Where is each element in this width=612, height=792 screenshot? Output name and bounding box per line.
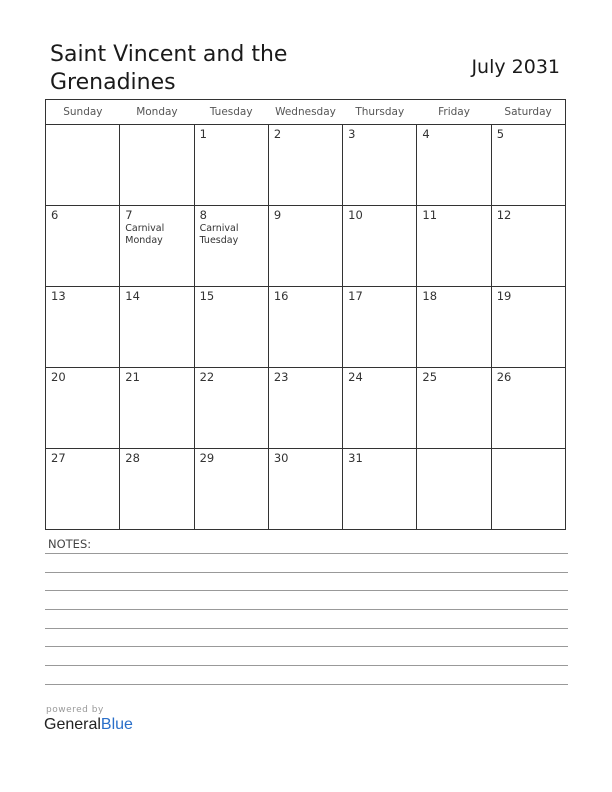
day-number: 4 xyxy=(422,127,430,141)
day-number: 6 xyxy=(51,208,59,222)
day-number: 18 xyxy=(422,289,438,303)
day-cell xyxy=(120,287,194,368)
day-cell xyxy=(491,125,565,206)
day-number: 17 xyxy=(348,289,363,303)
day-number: 14 xyxy=(125,289,140,303)
notes-label: NOTES: xyxy=(48,537,92,551)
day-number: 11 xyxy=(422,208,438,222)
day-cell xyxy=(268,368,342,449)
day-number: 8 xyxy=(199,208,207,222)
weekday-header: Tuesday xyxy=(194,100,268,125)
day-cell xyxy=(343,206,417,287)
weekday-header: Sunday xyxy=(46,100,120,125)
weekday-header: Friday xyxy=(417,100,491,125)
calendar-title: Saint Vincent and the Grenadines xyxy=(50,42,288,95)
weekday-header: Saturday xyxy=(491,100,565,125)
weekday-header: Monday xyxy=(120,100,194,125)
day-number: 25 xyxy=(422,370,438,384)
calendar-week-row xyxy=(46,449,566,530)
note-line xyxy=(45,590,568,591)
day-cell xyxy=(343,125,417,206)
day-cell xyxy=(194,368,268,449)
powered-by-text: powered by xyxy=(46,705,104,715)
day-cell xyxy=(46,206,120,287)
day-cell xyxy=(491,206,565,287)
weekday-header-row xyxy=(46,100,566,125)
day-number: 29 xyxy=(199,451,215,465)
day-cell xyxy=(343,368,417,449)
day-number: 21 xyxy=(125,370,140,384)
brand-blue-text: Blue xyxy=(100,716,133,733)
day-cell xyxy=(120,449,194,530)
day-number: 1 xyxy=(199,127,207,141)
day-cell xyxy=(268,449,342,530)
day-cell xyxy=(268,125,342,206)
note-line xyxy=(45,628,568,629)
calendar-week-row xyxy=(46,125,566,206)
day-cell xyxy=(46,287,120,368)
weekday-header: Thursday xyxy=(343,100,417,125)
day-cell xyxy=(417,449,491,530)
note-line xyxy=(45,684,568,685)
day-number: 20 xyxy=(51,370,66,384)
day-number: 9 xyxy=(273,208,282,222)
holiday-label: Carnival Tuesday xyxy=(199,223,239,246)
day-number: 15 xyxy=(199,289,215,303)
day-cell xyxy=(417,368,491,449)
day-cell xyxy=(194,449,268,530)
day-number: 13 xyxy=(51,289,66,303)
day-number: 31 xyxy=(348,451,363,465)
day-number: 27 xyxy=(51,451,66,465)
day-cell xyxy=(417,206,491,287)
day-number: 22 xyxy=(199,370,215,384)
day-cell xyxy=(268,287,342,368)
day-number: 30 xyxy=(273,451,289,465)
day-cell xyxy=(194,125,268,206)
day-cell xyxy=(120,368,194,449)
day-number: 19 xyxy=(496,289,512,303)
calendar-week-row xyxy=(46,287,566,368)
holiday-label: Carnival Monday xyxy=(125,223,165,246)
day-number: 10 xyxy=(348,208,363,222)
day-cell xyxy=(46,125,120,206)
note-line xyxy=(45,572,568,573)
day-cell xyxy=(417,125,491,206)
day-number: 7 xyxy=(125,208,133,222)
generalblue-logo xyxy=(44,716,133,734)
note-line xyxy=(45,553,568,554)
day-number: 5 xyxy=(496,127,505,141)
day-cell xyxy=(268,206,342,287)
day-cell xyxy=(343,287,417,368)
note-line xyxy=(45,665,568,666)
day-cell xyxy=(120,125,194,206)
day-number: 24 xyxy=(348,370,363,384)
day-cell xyxy=(46,368,120,449)
note-line xyxy=(45,609,568,610)
day-cell xyxy=(417,287,491,368)
day-cell xyxy=(46,449,120,530)
day-cell xyxy=(194,287,268,368)
day-cell xyxy=(343,449,417,530)
day-cell xyxy=(491,449,565,530)
calendar-week-row xyxy=(46,206,566,287)
day-number: 23 xyxy=(273,370,289,384)
calendar-grid xyxy=(45,99,566,530)
note-line xyxy=(45,646,568,647)
day-number: 16 xyxy=(273,289,289,303)
month-label: July 2031 xyxy=(471,56,560,78)
day-number: 26 xyxy=(496,370,512,384)
day-number: 28 xyxy=(125,451,140,465)
day-cell xyxy=(194,206,268,287)
day-number: 2 xyxy=(273,127,282,141)
day-number: 3 xyxy=(348,127,356,141)
day-cell xyxy=(120,206,194,287)
weekday-header: Wednesday xyxy=(268,100,342,125)
day-number: 12 xyxy=(496,208,512,222)
day-cell xyxy=(491,368,565,449)
day-cell xyxy=(491,287,565,368)
brand-general-text: General xyxy=(44,716,101,733)
calendar-week-row xyxy=(46,368,566,449)
